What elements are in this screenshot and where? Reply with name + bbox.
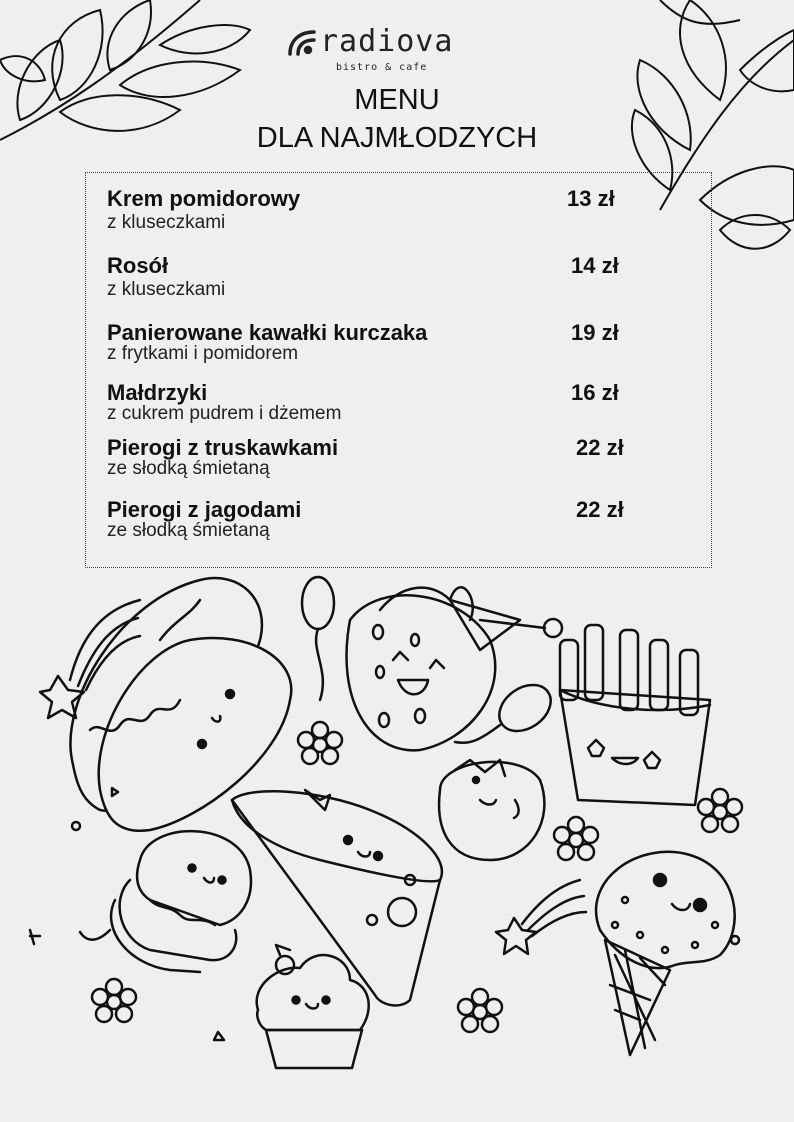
menu-item-description: z frytkami i pomidorem <box>107 343 299 364</box>
menu-item-price: 22 zł <box>576 435 624 460</box>
burger-icon <box>80 831 251 972</box>
tomato-icon <box>439 760 544 860</box>
menu-item-name: Pierogi z jagodami <box>107 497 302 522</box>
menu-item-price: 13 zł <box>567 186 615 211</box>
menu-item-description: z kluseczkami <box>107 212 226 233</box>
brand-tagline: bistro & cafe <box>336 62 428 73</box>
page-title-line2: DLA NAJMŁODZYCH <box>256 122 538 154</box>
ice-cream-icon <box>596 852 739 1055</box>
menu-item-description: z kluseczkami <box>107 279 226 300</box>
menu-item-price: 14 zł <box>571 253 619 278</box>
menu-item-name: Krem pomidorowy <box>107 186 301 211</box>
page-title-line1: MENU <box>354 84 440 116</box>
menu-item-name: Małdrzyki <box>107 380 208 405</box>
menu-item-price: 19 zł <box>571 320 619 345</box>
menu-item-description: z cukrem pudrem i dżemem <box>107 403 342 424</box>
menu-item-description: ze słodką śmietaną <box>107 458 270 479</box>
balloon-icon <box>302 577 559 743</box>
menu-item-description: ze słodką śmietaną <box>107 520 270 541</box>
pizza-icon <box>232 790 442 1005</box>
brand-name: radiova <box>320 24 454 59</box>
menu-item-name: Rosół <box>107 253 169 278</box>
strawberry-icon <box>346 587 562 750</box>
menu-item-name: Pierogi z truskawkami <box>107 435 339 460</box>
fries-icon <box>560 625 710 805</box>
menu-item-name: Panierowane kawałki kurczaka <box>107 320 428 345</box>
shooting-star-icon <box>496 880 586 954</box>
menu-item-price: 16 zł <box>571 380 619 405</box>
menu-item-price: 22 zł <box>576 497 624 522</box>
